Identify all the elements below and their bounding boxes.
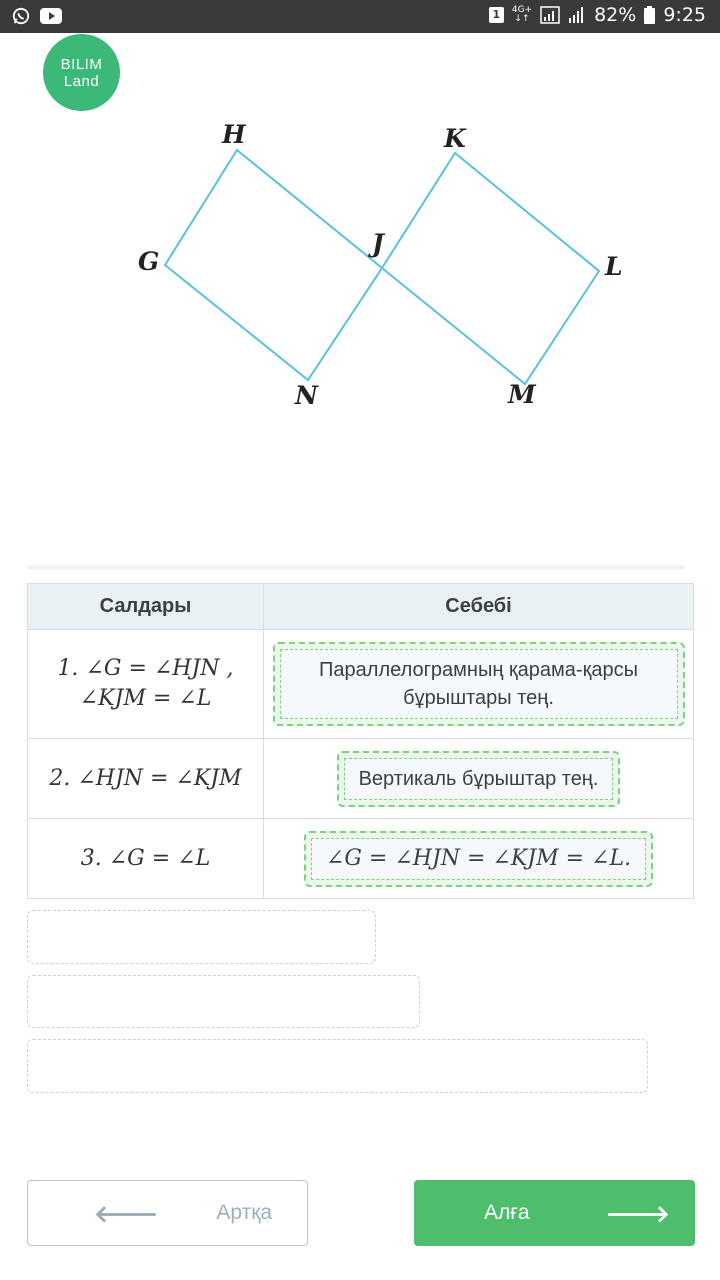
reason-cell: [264, 630, 694, 739]
table-row: [28, 819, 694, 899]
table-header-row: [28, 584, 694, 630]
point-label-n: N: [295, 381, 318, 410]
parallelogram-diagram: [0, 110, 720, 430]
logo-line1: BILIM: [60, 55, 103, 73]
clock: 9:25: [663, 4, 706, 26]
point-label-j: J: [372, 229, 384, 258]
header-consequence: Салдары: [28, 584, 264, 630]
statement-cell: [28, 819, 264, 899]
reason-chip[interactable]: [304, 831, 653, 887]
reason-text: ∠G = ∠HJN = ∠KJM = ∠L.: [311, 838, 646, 880]
table-row: [28, 630, 694, 739]
status-left: [12, 7, 62, 25]
parallelogram-ghjn: [165, 150, 382, 380]
sim-badge: 1: [489, 7, 504, 23]
statement-line: ∠KJM = ∠L: [79, 686, 212, 711]
reason-chip[interactable]: [273, 642, 685, 726]
proof-table: [27, 583, 694, 899]
reason-cell: [264, 739, 694, 819]
next-button[interactable]: [414, 1180, 695, 1246]
back-button-label: Артқа: [216, 1201, 273, 1224]
battery-percent: 82%: [594, 4, 637, 26]
parallelogram-kjml: [382, 153, 599, 384]
table-row: [28, 739, 694, 819]
status-right: [489, 4, 706, 26]
signal-bars-icon: [568, 6, 586, 24]
statement-cell: [28, 630, 264, 739]
reason-chip[interactable]: [337, 751, 621, 807]
point-label-h: H: [222, 120, 246, 149]
signal-icon: [540, 6, 560, 24]
header-reason: Себебі: [264, 584, 694, 630]
empty-answer-slot[interactable]: [27, 1039, 648, 1093]
youtube-icon: [40, 8, 62, 24]
reason-cell: [264, 819, 694, 899]
statement-line: ∠G = ∠HJN ,: [85, 656, 234, 681]
arrow-left-icon: 🡐: [94, 1199, 159, 1228]
point-label-g: G: [138, 247, 160, 276]
reason-text: Вертикаль бұрыштар тең.: [344, 758, 614, 800]
status-bar: [0, 0, 720, 33]
whatsapp-icon: [12, 7, 30, 25]
point-label-k: K: [444, 124, 466, 153]
statement-line: ∠HJN = ∠KJM: [77, 765, 242, 791]
row-number: 2.: [49, 765, 71, 791]
network-indicator: 4G+ ↓↑: [511, 5, 533, 24]
logo-line2: Land: [63, 72, 100, 90]
arrow-right-icon: 🡒: [605, 1199, 670, 1228]
statement-line: ∠G = ∠L: [108, 845, 211, 871]
point-label-m: M: [508, 380, 536, 409]
back-button[interactable]: [27, 1180, 308, 1246]
section-divider: [28, 565, 684, 570]
bilimland-logo[interactable]: [43, 34, 120, 111]
row-number: 1.: [57, 656, 79, 681]
statement-cell: [28, 739, 264, 819]
empty-answer-slot[interactable]: [27, 975, 420, 1028]
next-button-label: Алға: [484, 1201, 530, 1224]
empty-answer-slot[interactable]: [27, 910, 376, 964]
row-number: 3.: [80, 845, 102, 871]
reason-text: Параллелограмның қарама-қарсы бұрыштары тең.: [280, 649, 678, 719]
point-label-l: L: [605, 252, 623, 281]
battery-icon: [644, 6, 655, 24]
